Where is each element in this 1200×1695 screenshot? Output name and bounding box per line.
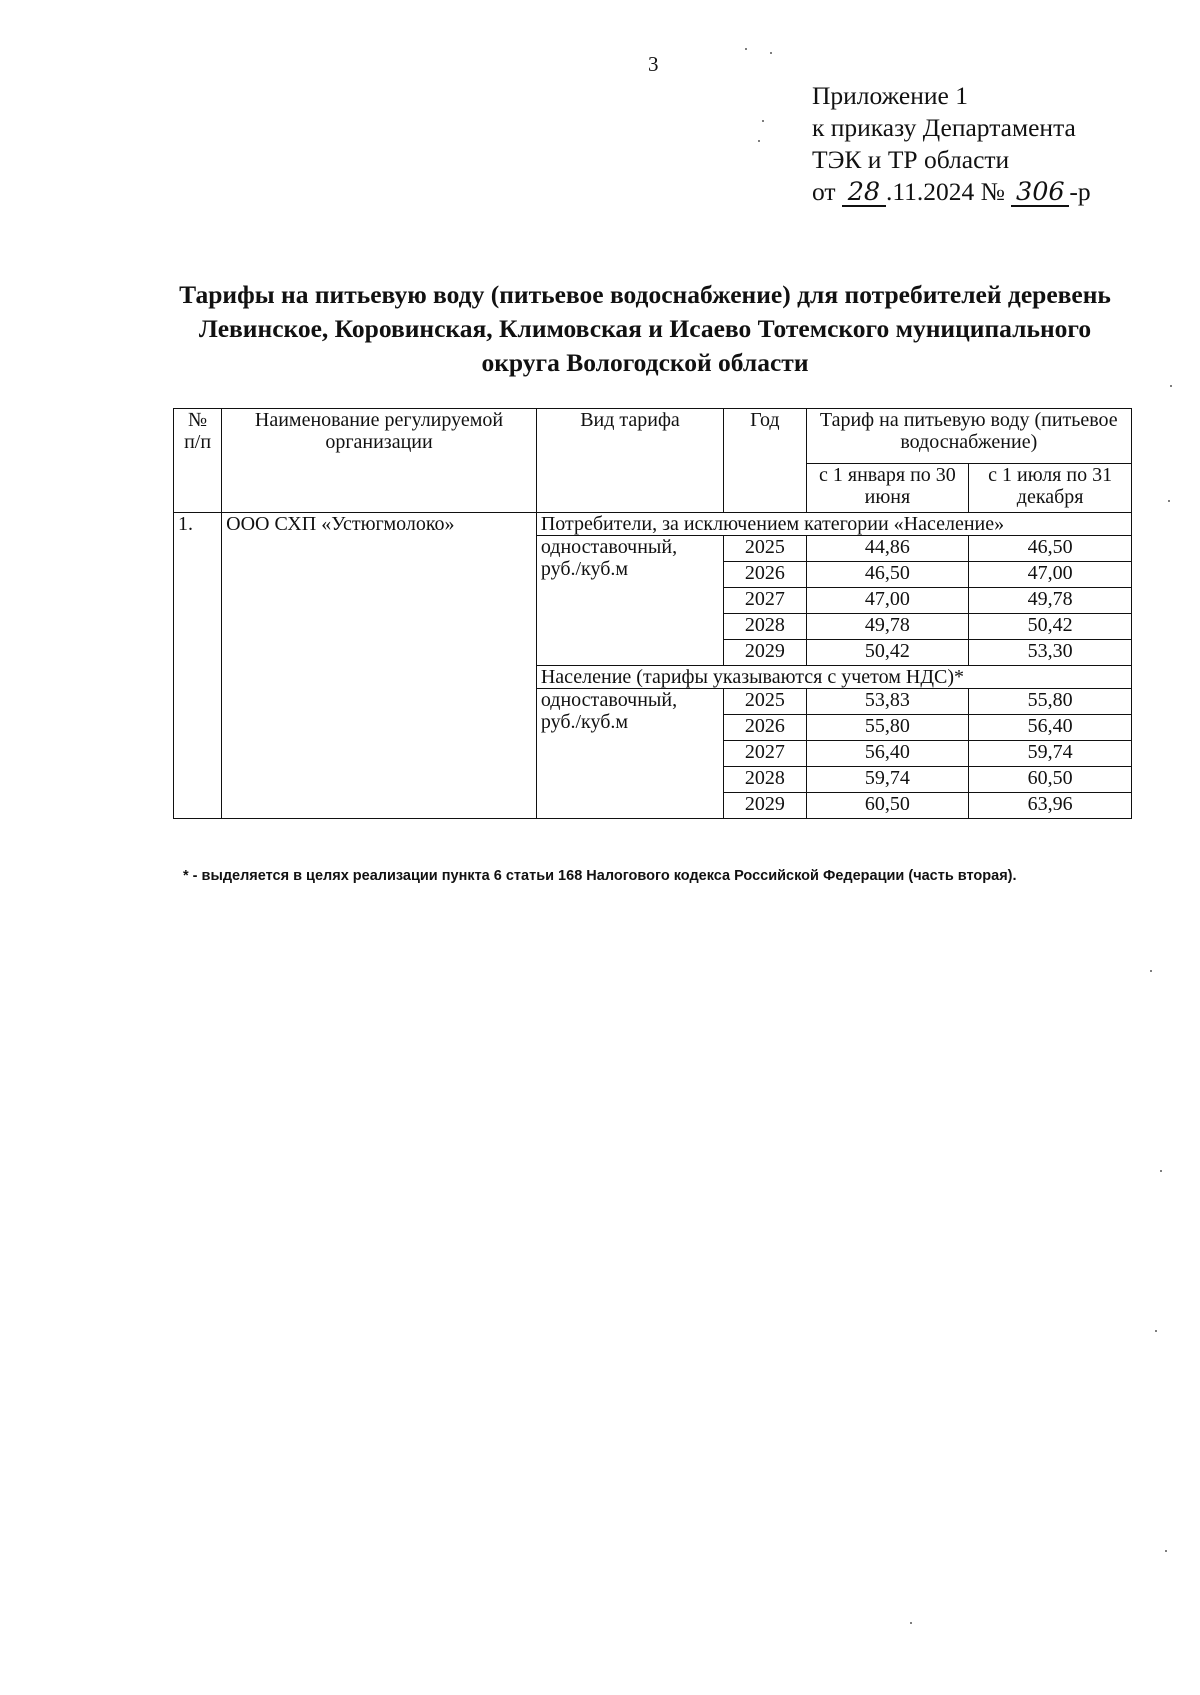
header-year: Год	[724, 409, 806, 513]
year-cell: 2028	[724, 767, 806, 793]
tariff-h1-cell: 59,74	[806, 767, 969, 793]
header-period2: с 1 июля по 31 декабря	[969, 464, 1132, 513]
tariff-h2-cell: 47,00	[969, 562, 1132, 588]
scan-speck	[1165, 1550, 1167, 1552]
year-cell: 2026	[724, 715, 806, 741]
document-title: Тарифы на питьевую воду (питьевое водоснабжение) для потребителей деревень Левинское, Коровинская, Климовская и Исаево Тотемского муниципального округа Вологодской области	[179, 280, 1111, 377]
tariff-h2-cell: 49,78	[969, 588, 1132, 614]
scan-speck	[770, 52, 772, 54]
footnote: * - выделяется в целях реализации пункта 6 статьи 168 Налогового кодекса Российской Федерации (часть вторая).	[183, 868, 1017, 884]
tariff-h1-cell: 44,86	[806, 536, 969, 562]
tariff-h1-cell: 60,50	[806, 793, 969, 819]
date-prefix: от	[812, 177, 836, 206]
scan-speck	[758, 140, 760, 142]
scan-speck	[910, 1622, 912, 1624]
year-cell: 2026	[724, 562, 806, 588]
year-cell: 2025	[724, 536, 806, 562]
tariff-h2-cell: 55,80	[969, 689, 1132, 715]
page-number: 3	[648, 52, 659, 76]
table-header-row	[174, 409, 1132, 464]
scan-speck	[745, 48, 747, 50]
tariff-h2-cell: 59,74	[969, 741, 1132, 767]
tariff-h2-cell: 50,42	[969, 614, 1132, 640]
tariff-h1-cell: 55,80	[806, 715, 969, 741]
tariff-h1-cell: 50,42	[806, 640, 969, 666]
category-label: Население (тарифы указываются с учетом НДС)*	[536, 666, 1131, 689]
organization-name: ООО СХП «Устюгмолоко»	[222, 513, 537, 819]
category-row	[174, 513, 1132, 536]
appendix-line2: к приказу Департамента	[812, 113, 1076, 142]
header-num: № п/п	[174, 409, 222, 513]
scan-speck	[1170, 385, 1172, 387]
scan-speck	[762, 120, 764, 122]
header-organization: Наименование регулируемой организации	[222, 409, 537, 513]
tariff-h2-cell: 63,96	[969, 793, 1132, 819]
appendix-date-line	[812, 176, 1091, 208]
header-tariff-type: Вид тарифа	[536, 409, 723, 513]
tariff-h1-cell: 47,00	[806, 588, 969, 614]
tariff-h2-cell: 56,40	[969, 715, 1132, 741]
tariff-h1-cell: 46,50	[806, 562, 969, 588]
handwritten-order-number: 306	[1011, 179, 1069, 207]
header-tariff: Тариф на питьевую воду (питьевое водоснабжение)	[806, 409, 1131, 464]
year-cell: 2029	[724, 640, 806, 666]
row-number: 1.	[174, 513, 222, 819]
handwritten-day: 28	[842, 179, 886, 207]
tariff-table	[173, 408, 1132, 819]
scan-speck	[1160, 1170, 1162, 1172]
order-suffix: -р	[1069, 177, 1091, 206]
tariff-h1-cell: 53,83	[806, 689, 969, 715]
scan-speck	[1150, 970, 1152, 972]
category-label: Потребители, за исключением категории «Население»	[536, 513, 1131, 536]
tariff-h2-cell: 60,50	[969, 767, 1132, 793]
header-period1: с 1 января по 30 июня	[806, 464, 969, 513]
year-cell: 2029	[724, 793, 806, 819]
appendix-block	[812, 80, 1091, 208]
tariff-type: одноставочный, руб./куб.м	[536, 536, 723, 666]
appendix-line3: ТЭК и ТР области	[812, 145, 1010, 174]
year-cell: 2025	[724, 689, 806, 715]
year-cell: 2027	[724, 588, 806, 614]
tariff-h1-cell: 49,78	[806, 614, 969, 640]
tariff-type: одноставочный, руб./куб.м	[536, 689, 723, 819]
tariff-h2-cell: 53,30	[969, 640, 1132, 666]
date-rest: .11.2024 №	[885, 177, 1005, 206]
year-cell: 2028	[724, 614, 806, 640]
year-cell: 2027	[724, 741, 806, 767]
appendix-line1: Приложение 1	[812, 81, 968, 110]
tariff-h2-cell: 46,50	[969, 536, 1132, 562]
scan-speck	[1155, 1330, 1157, 1332]
scan-speck	[1168, 500, 1170, 502]
tariff-h1-cell: 56,40	[806, 741, 969, 767]
